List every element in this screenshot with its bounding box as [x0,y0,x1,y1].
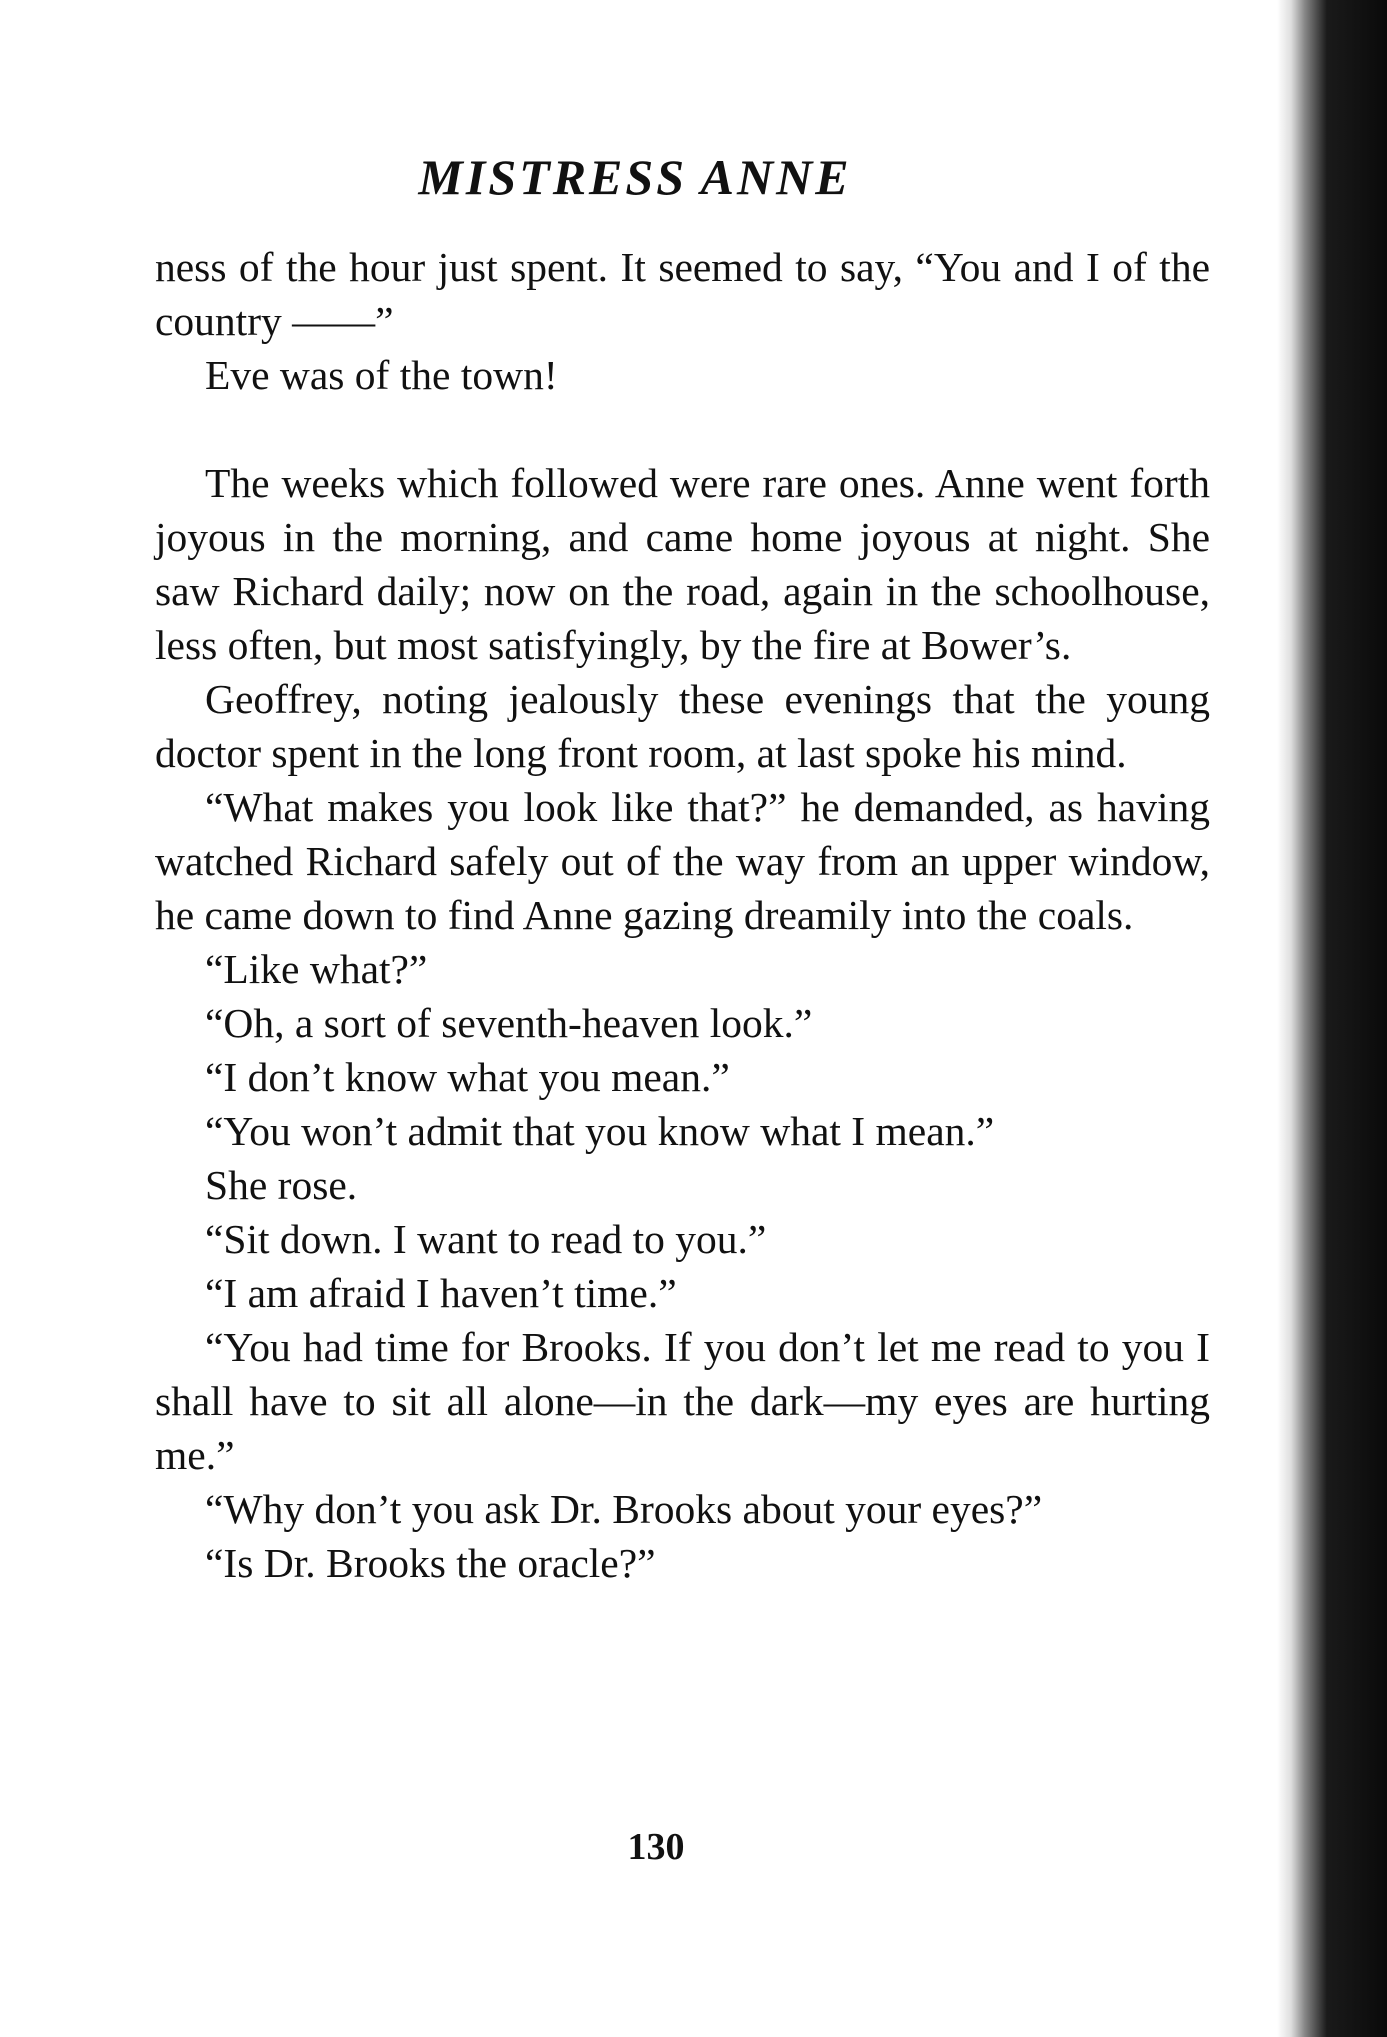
paragraph: “Sit down. I want to read to you.” [205,1216,767,1262]
paragraph: “I am afraid I haven’t time.” [205,1270,677,1316]
paragraph: The weeks which followed were rare ones. Anne went forth joyous in the morning, and came home joyous at night. She saw Richard daily; now on the road, again in the schoolhouse, less often, but most satisfyingly, by the fire at Bower’s. [155,460,1210,668]
running-head: MISTRESS ANNE [418,149,852,205]
paragraph: “What makes you look like that?” he demanded, as having watched Richard safely out of the way from an upper window, he came down to find Anne gazing dreamily into the coals. [155,784,1210,938]
paragraph: “Like what?” [205,946,428,992]
paragraph: “Oh, a sort of seventh-heaven look.” [205,1000,813,1046]
paragraph: “Is Dr. Brooks the oracle?” [205,1540,656,1586]
paragraph-continued: ness of the hour just spent. It seemed to say, “You and I of the country ——” [155,244,1210,344]
body-text [155,240,1210,1590]
paragraph: “I don’t know what you mean.” [205,1054,730,1100]
paragraph: Eve was of the town! [205,352,558,398]
paragraph: “Why don’t you ask Dr. Brooks about your eyes?” [205,1486,1043,1532]
paragraph: She rose. [205,1162,358,1208]
paragraph: Geoffrey, noting jealously these evenings that the young doctor spent in the long front room, at last spoke his mind. [155,676,1210,776]
paragraph: “You won’t admit that you know what I mean.” [205,1108,995,1154]
page-number: 130 [627,1826,685,1868]
binding-shadow [1277,0,1387,2037]
paragraph: “You had time for Brooks. If you don’t let me read to you I shall have to sit all alone—in the dark—my eyes are hurting me.” [155,1324,1210,1478]
